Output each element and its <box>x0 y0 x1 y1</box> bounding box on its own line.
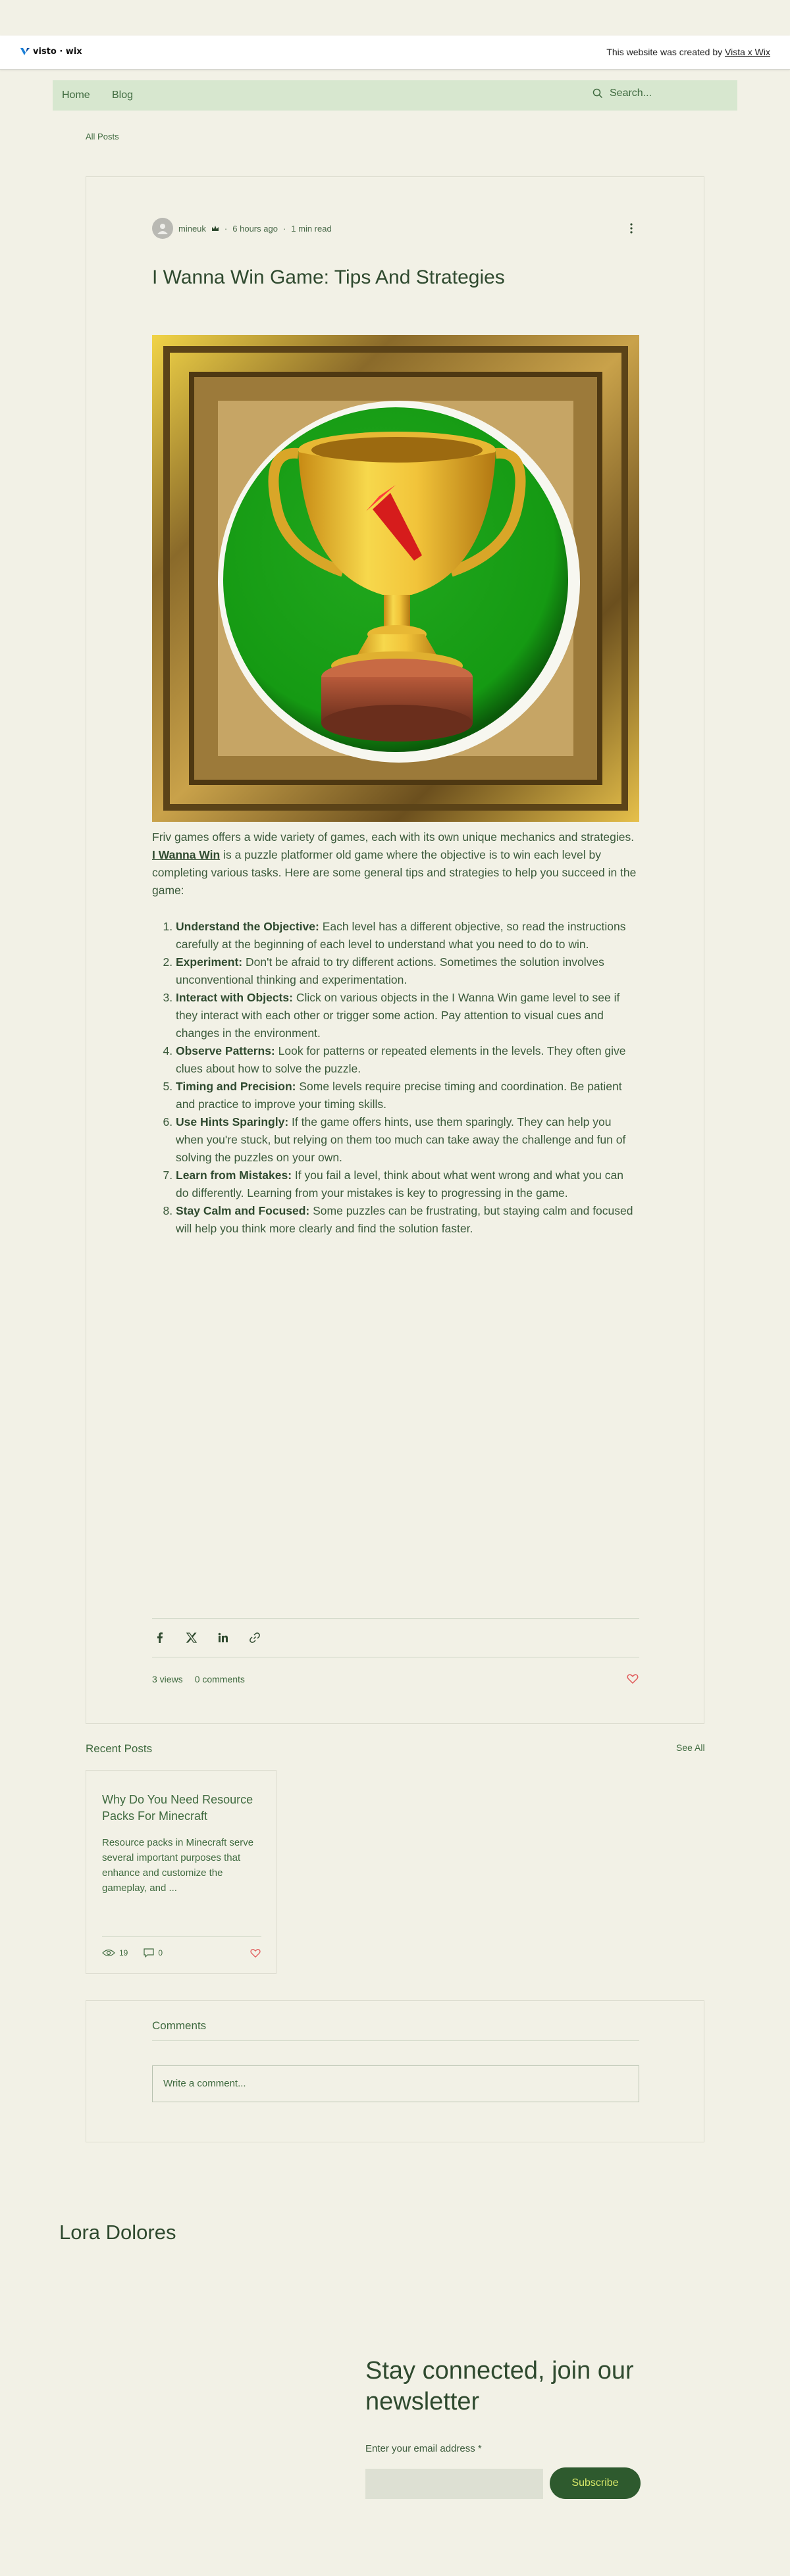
tip-item <box>176 1167 639 1202</box>
recent-post-excerpt: Resource packs in Minecraft serve several important purposes that enhance and customize the gameplay, and ... <box>102 1837 254 1894</box>
tip-heading: Stay Calm and Focused: <box>176 1204 310 1217</box>
tip-heading: Learn from Mistakes: <box>176 1169 292 1182</box>
heart-icon[interactable] <box>626 1672 639 1685</box>
tip-heading: Use Hints Sparingly: <box>176 1115 289 1128</box>
all-posts-link[interactable]: All Posts <box>86 132 119 141</box>
recent-comment-count: 0 <box>158 1948 163 1957</box>
site-navbar <box>53 80 737 111</box>
share-bar <box>152 1618 639 1657</box>
tip-item <box>176 1113 639 1167</box>
comments-heading: Comments <box>152 2019 207 2032</box>
vista-logo-icon <box>20 46 30 57</box>
recent-post-card[interactable] <box>86 1770 276 1974</box>
tip-text: Each level has a different objective, so read the instructions carefully at the beginning of each level to understand what you need to do to win. <box>176 920 626 951</box>
vista-wix-logo[interactable] <box>20 46 82 57</box>
post-title: I Wanna Win Game: Tips And Strategies <box>152 266 505 288</box>
see-all-link[interactable]: See All <box>676 1742 705 1753</box>
trophy-hero-image <box>152 335 639 822</box>
view-count: 3 views <box>152 1674 183 1684</box>
post-meta <box>152 218 332 239</box>
tip-text: Some puzzles can be frustrating, but staying calm and focused will help you think more clearly and find the solution faster. <box>176 1204 633 1235</box>
facebook-icon[interactable] <box>153 1631 167 1644</box>
recent-post-stats <box>102 1948 261 1957</box>
site-owner-name: Lora Dolores <box>59 2221 176 2244</box>
vista-wix-link[interactable]: Vista x Wix <box>725 47 770 57</box>
heart-icon[interactable] <box>250 1947 261 1959</box>
tip-text: Don't be afraid to try different actions. Sometimes the solution involves unconventional thinking and experimentation. <box>176 955 604 986</box>
divider <box>102 1936 261 1937</box>
eye-icon <box>102 1948 115 1957</box>
more-options-icon[interactable] <box>625 222 638 235</box>
tip-text: Click on various objects in the I Wanna Win game level to see if they interact with each other or trigger some action. Pay attention to visual cues and changes in the environment. <box>176 991 620 1040</box>
credit-text: This website was created by <box>606 47 725 57</box>
post-intro <box>152 828 639 899</box>
meta-dot: · <box>282 223 286 234</box>
logo-text: visto · wix <box>33 46 82 57</box>
search-input[interactable]: Search... <box>610 88 652 99</box>
tip-text: Look for patterns or repeated elements in the levels. They often give clues about how to solve the puzzle. <box>176 1044 626 1075</box>
blog-post <box>86 176 704 1724</box>
comment-input[interactable]: Write a comment... <box>152 2065 639 2102</box>
avatar[interactable] <box>152 218 173 239</box>
tip-text: If you fail a level, think about what went wrong and what you can do differently. Learning from your mistakes is key to progressing in the game. <box>176 1169 623 1200</box>
intro-text: is a puzzle platformer old game where the objective is to win each level by completing various tasks. Here are some general tips and strategies to help you succeed in the game: <box>152 848 637 897</box>
recent-view-count: 19 <box>119 1948 128 1957</box>
post-time: 6 hours ago <box>232 223 278 234</box>
tip-item <box>176 1202 639 1238</box>
tip-item <box>176 953 639 989</box>
x-twitter-icon[interactable] <box>185 1631 198 1644</box>
comments-section <box>86 2000 704 2142</box>
tip-item <box>176 918 639 953</box>
post-body <box>152 828 639 1238</box>
meta-dot: · <box>224 223 228 234</box>
tip-heading: Understand the Objective: <box>176 920 319 933</box>
intro-text: Friv games offers a wide variety of games, each with its own unique mechanics and strategies. <box>152 830 635 844</box>
tip-heading: Timing and Precision: <box>176 1080 296 1093</box>
read-time: 1 min read <box>291 223 332 234</box>
newsletter-heading: Stay connected, join our newsletter <box>365 2357 634 2415</box>
email-field[interactable] <box>365 2469 543 2499</box>
tip-item <box>176 989 639 1042</box>
linkedin-icon[interactable] <box>217 1631 230 1644</box>
tip-heading: Experiment: <box>176 955 243 969</box>
recent-posts-heading: Recent Posts <box>86 1742 153 1755</box>
nav-home[interactable]: Home <box>62 89 90 101</box>
author-name[interactable]: mineuk <box>178 223 206 234</box>
tip-item <box>176 1042 639 1078</box>
nav-blog[interactable]: Blog <box>112 89 134 101</box>
tip-heading: Observe Patterns: <box>176 1044 275 1057</box>
tip-item <box>176 1078 639 1113</box>
tip-text: If the game offers hints, use them sparingly. They can help you when you're stuck, but relying on them too much can take away the challenge and fun of solving the puzzles on your own. <box>176 1115 626 1164</box>
divider <box>152 2040 639 2041</box>
subscribe-button[interactable]: Subscribe <box>550 2467 641 2499</box>
comment-icon <box>144 1948 154 1957</box>
post-stats <box>152 1674 639 1684</box>
email-label: Enter your email address * <box>365 2443 482 2454</box>
wix-top-banner <box>0 36 790 70</box>
tip-text: Some levels require precise timing and coordination. Be patient and practice to improve your timing skills. <box>176 1080 622 1111</box>
comment-count[interactable]: 0 comments <box>194 1674 245 1684</box>
copy-link-icon[interactable] <box>248 1631 261 1644</box>
recent-post-title[interactable]: Why Do You Need Resource Packs For Minecraft <box>102 1793 253 1823</box>
i-wanna-win-link[interactable]: I Wanna Win <box>152 848 221 861</box>
crown-icon <box>211 225 219 232</box>
search-icon <box>592 88 603 99</box>
wix-credit <box>606 47 770 57</box>
tips-list <box>152 918 639 1238</box>
tip-heading: Interact with Objects: <box>176 991 293 1004</box>
user-icon <box>156 222 169 235</box>
search-bar[interactable] <box>592 88 711 99</box>
